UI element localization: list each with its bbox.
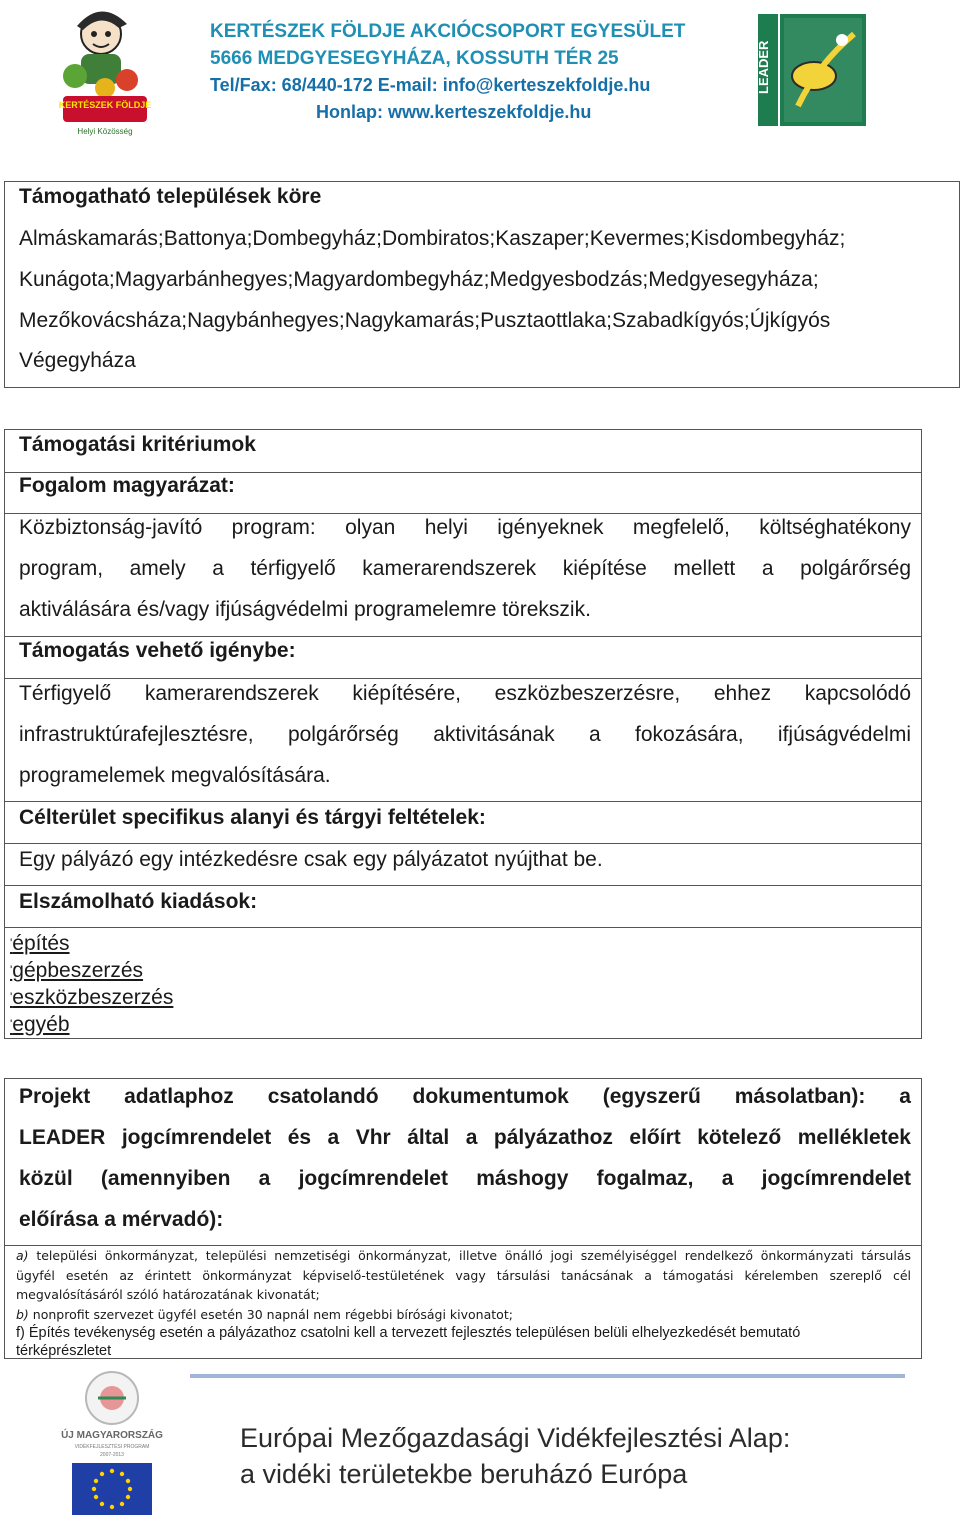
letterhead xyxy=(0,0,960,150)
list-item: 'egyéb xyxy=(10,1013,70,1036)
logo-text: KERTÉSZEK FÖLDJE xyxy=(58,100,152,110)
usage-heading: Támogatás vehető igénybe: xyxy=(19,639,296,662)
document-item-a: a) települési önkormányzat, települési nemzetiségi önkormányzat, illetve önálló jogi személyiséggel rendelkező önkormányzati társulás ügyfél esetén az érintett önkormányzat képviselő-testületének vagy társulási tanácsának a támogatási kérelemben szereplő cél megvalósításáról szóló határozatának kivonatát; b) nonprofit szervezet ügyfél esetén 30 napnál nem régebbi bírósági kivonatot; xyxy=(16,1248,911,1322)
org-address: 5666 MEDGYESEGYHÁZA, KOSSUTH TÉR 25 xyxy=(210,48,619,69)
documents-box xyxy=(4,1078,922,1359)
decorative-band xyxy=(190,1374,905,1378)
expenses-list xyxy=(10,930,173,1038)
list-item: 'építés xyxy=(10,932,70,955)
leader-text: LEADER xyxy=(756,40,771,94)
org-website: Honlap: www.kerteszekfoldje.hu xyxy=(316,102,592,122)
settlements-title: Támogatható települések köre xyxy=(19,185,322,208)
conditions-heading: Célterület specifikus alanyi és tárgyi feltételek: xyxy=(19,806,486,829)
document-item-f: f) Építés tevékenység esetén a pályázathoz csatolni kell a tervezett fejlesztés településen belüli elhelyezkedését bemutató térképrészletet xyxy=(16,1325,801,1359)
logo-title: ÚJ MAGYARORSZÁG xyxy=(61,1430,163,1441)
concept-line: program, amely a térfigyelő kamerarendszerek kiépítése mellett a polgárőrség xyxy=(19,557,911,580)
uj-magyarorszag-logo xyxy=(62,1368,172,1518)
eu-fund-line1: Európai Mezőgazdasági Vidékfejlesztési Alap: xyxy=(240,1423,791,1453)
concept-line: aktiválására és/vagy ifjúságvédelmi programelemre törekszik. xyxy=(19,598,591,621)
settlements-line: Kunágota;Magyarbánhegyes;Magyardombegyház;Medgyesbodzás;Medgyesegyháza; xyxy=(19,268,819,291)
eu-fund-line2: a vidéki területekbe beruházó Európa xyxy=(240,1459,688,1489)
settlements-line: Almáskamarás;Battonya;Dombegyház;Dombiratos;Kaszaper;Kevermes;Kisdombegyház; xyxy=(19,227,846,250)
usage-line: Térfigyelő kamerarendszerek kiépítésére, eszközbeszerzésre, ehhez kapcsolódó xyxy=(19,682,911,705)
usage-line: programelemek megvalósítására. xyxy=(19,764,331,787)
kerteszek-foldje-logo xyxy=(55,4,155,142)
documents-heading-line: Projekt adatlaphoz csatolandó dokumentumok (egyszerű másolatban): a xyxy=(19,1085,911,1108)
documents-heading-line: előírása a mérvadó): xyxy=(19,1208,224,1231)
documents-heading-line: LEADER jogcímrendelet és a Vhr által a pályázathoz előírt kötelező mellékletek xyxy=(19,1126,911,1149)
settlements-box xyxy=(4,181,960,388)
concept-heading: Fogalom magyarázat: xyxy=(19,474,235,497)
concept-line: Közbiztonság-javító program: olyan helyi igényeknek megfelelő, költséghatékony xyxy=(19,516,911,539)
criteria-title: Támogatási kritériumok xyxy=(19,433,256,456)
usage-line: infrastruktúrafejlesztésre, polgárőrség aktivitásának a fokozására, ifjúságvédelmi xyxy=(19,723,911,746)
logo-years: 2007-2013 xyxy=(100,1452,124,1458)
organization-info xyxy=(210,18,730,126)
settlements-line: Mezőkovácsháza;Nagybánhegyes;Nagykamarás;Pusztaottlaka;Szabadkígyós;Újkígyós xyxy=(19,309,831,332)
divider xyxy=(5,927,921,928)
conditions-text: Egy pályázó egy intézkedésre csak egy pályázatot nyújthat be. xyxy=(19,848,603,871)
list-item: 'eszközbeszerzés xyxy=(10,986,174,1009)
documents-heading-line: közül (amennyiben a jogcímrendelet máshogy fogalmaz, a jogcímrendelet xyxy=(19,1167,911,1190)
list-item: 'gépbeszerzés xyxy=(10,959,144,982)
eu-fund-text xyxy=(240,1420,790,1492)
org-name: KERTÉSZEK FÖLDJE AKCIÓCSOPORT EGYESÜLET xyxy=(210,21,686,42)
expenses-heading: Elszámolható kiadások: xyxy=(19,890,258,913)
settlements-line: Végegyháza xyxy=(19,349,136,372)
leader-logo xyxy=(758,14,866,126)
logo-subtitle: VIDÉKFEJLESZTÉSI PROGRAM xyxy=(74,1444,150,1450)
eu-footer xyxy=(0,1368,960,1522)
org-contact: Tel/Fax: 68/440-172 E-mail: info@kerteszekfoldje.hu xyxy=(210,75,651,95)
logo-subtext: Helyi Közösség xyxy=(77,127,133,136)
